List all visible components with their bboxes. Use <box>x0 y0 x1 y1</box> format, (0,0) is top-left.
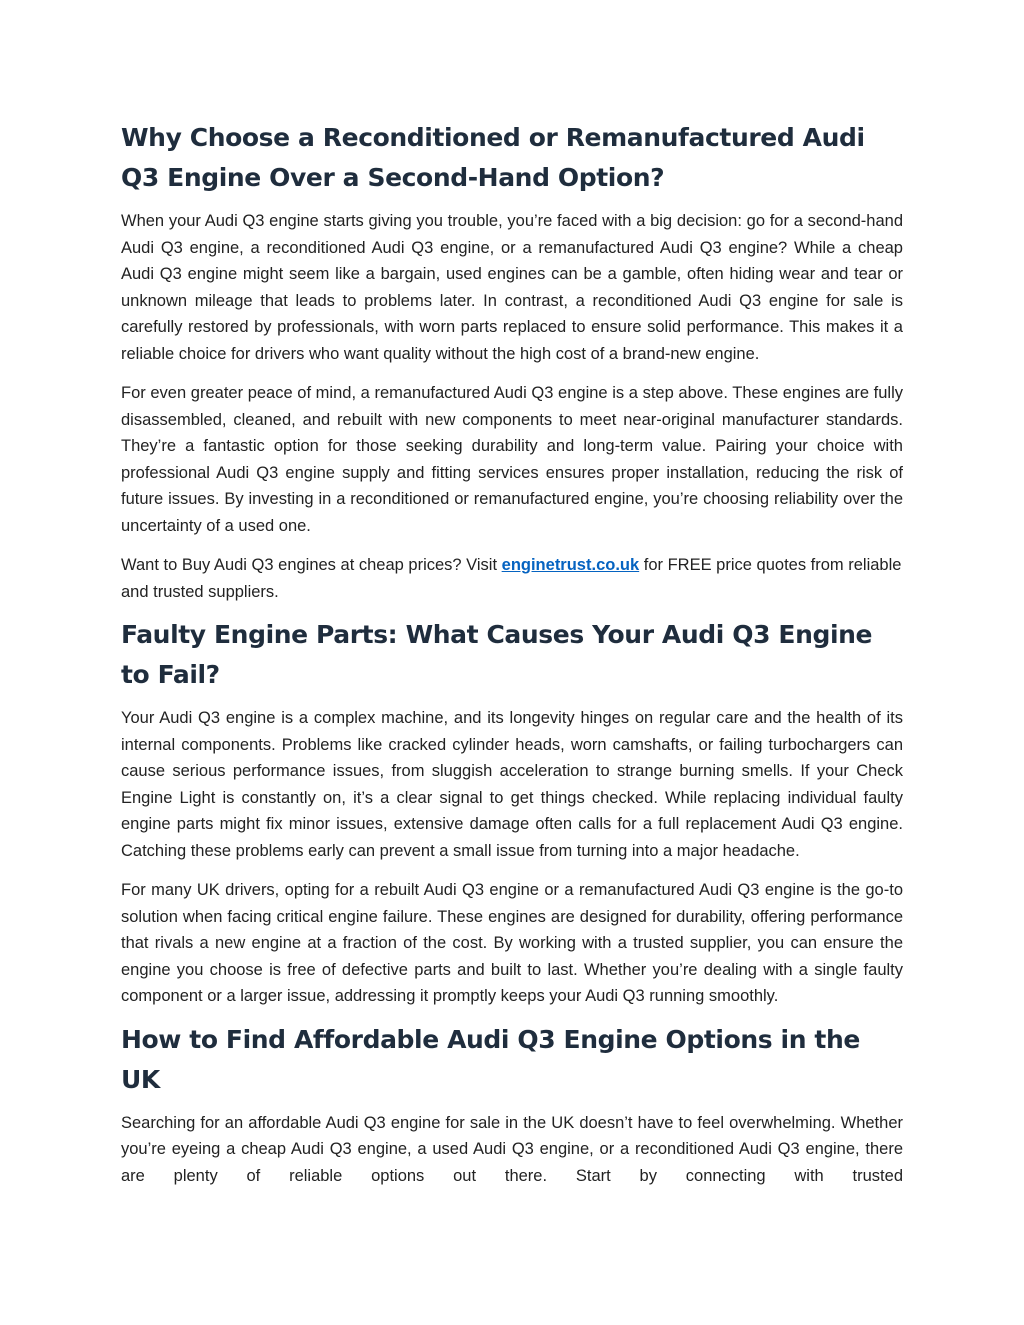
paragraph-visit-cta <box>121 552 903 605</box>
cta-text-before: Want to Buy Audi Q3 engines at cheap prices? Visit <box>121 556 502 574</box>
paragraph-searching-affordable: Searching for an affordable Audi Q3 engine for sale in the UK doesn’t have to feel overwhelming. Whether you’re eyeing a cheap Audi Q3 engine, a used Audi Q3 engine, or a reconditioned Audi Q3 engine, there are plenty of reliable options out there. Start by connecting with trusted <box>121 1113 903 1185</box>
section-heading-faulty-parts: Faulty Engine Parts: What Causes Your Audi Q3 Engine to Fail? <box>121 620 873 689</box>
section-heading-why-choose: Why Choose a Reconditioned or Remanufactured Audi Q3 Engine Over a Second-Hand Option? <box>121 123 865 192</box>
paragraph-rebuilt-engine-option: For many UK drivers, opting for a rebuilt Audi Q3 engine or a remanufactured Audi Q3 engine is the go-to solution when facing critical engine failure. These engines are designed for durability, offering performance that rivals a new engine at a fraction of the cost. By working with a trusted supplier, you can ensure the engine you choose is free of defective parts and built to last. Whether you’re dealing with a single faulty component or a larger issue, addressing it promptly keeps your Audi Q3 running smoothly. <box>121 881 903 1005</box>
paragraph-engine-failure-causes: Your Audi Q3 engine is a complex machine, and its longevity hinges on regular care and the health of its internal components. Problems like cracked cylinder heads, worn camshafts, or failing turbochargers can cause serious performance issues, from sluggish acceleration to strange burning smells. If your Check Engine Light is constantly on, it’s a clear signal to get things checked. While replacing individual faulty engine parts might fix minor issues, extensive damage often calls for a full replacement Audi Q3 engine. Catching these problems early can prevent a small issue from turning into a major headache. <box>121 709 903 860</box>
enginetrust-link[interactable]: enginetrust.co.uk <box>501 556 640 574</box>
document-page <box>121 118 903 1189</box>
section-heading-affordable-options: How to Find Affordable Audi Q3 Engine Options in the UK <box>121 1024 860 1094</box>
cta-text-after: for FREE price quotes from reliable and trusted suppliers. <box>121 556 902 601</box>
paragraph-second-hand-decision: When your Audi Q3 engine starts giving you trouble, you’re faced with a big decision: go for a second-hand Audi Q3 engine, a reconditioned Audi Q3 engine, or a remanufactured Audi Q3 engine? While a cheap Audi Q3 engine might seem like a bargain, used engines can be a gamble, often hiding wear and tear or unknown mileage that leads to problems later. In contrast, a reconditioned Audi Q3 engine for sale is carefully restored by professionals, with worn parts replaced to ensure solid performance. This makes it a reliable choice for drivers who want quality without the high cost of a brand-new engine. <box>121 212 903 363</box>
paragraph-remanufactured-benefits: For even greater peace of mind, a remanufactured Audi Q3 engine is a step above. These engines are fully disassembled, cleaned, and rebuilt with new components to meet near-original manufacturer standards. They’re a fantastic option for those seeking durability and long-term value. Pairing your choice with professional Audi Q3 engine supply and fitting services ensures proper installation, reducing the risk of future issues. By investing in a reconditioned or remanufactured engine, you’re choosing reliability over the uncertainty of a used one. <box>121 384 903 535</box>
